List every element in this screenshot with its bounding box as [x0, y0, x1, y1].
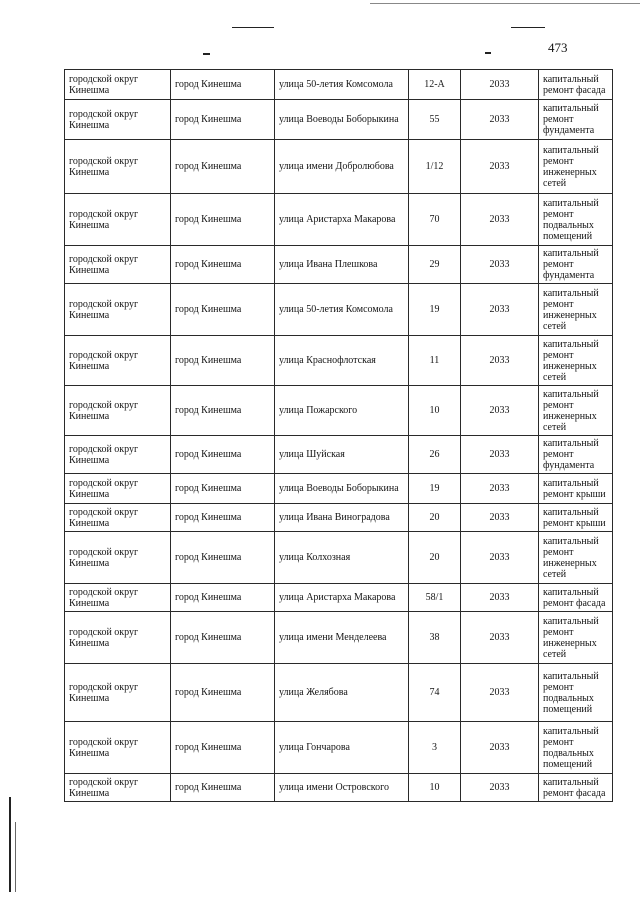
house-number-cell: 55 [409, 100, 461, 140]
scan-artifact [511, 27, 545, 28]
settlement-cell: город Кинешма [171, 336, 275, 386]
municipality-cell: городской округ Кинешма [65, 532, 171, 584]
work-type-cell: капитальный ремонт подвальных помещений [539, 194, 613, 246]
year-cell: 2033 [461, 474, 539, 504]
work-type-cell: капитальный ремонт инженерных сетей [539, 284, 613, 336]
street-cell: улица Пожарского [275, 386, 409, 436]
work-type-cell: капитальный ремонт фундамента [539, 246, 613, 284]
table-row [65, 436, 613, 474]
building-repair-table [64, 69, 613, 802]
year-cell: 2033 [461, 194, 539, 246]
table-row [65, 722, 613, 774]
settlement-cell: город Кинешма [171, 722, 275, 774]
municipality-cell: городской округ Кинешма [65, 100, 171, 140]
municipality-cell: городской округ Кинешма [65, 336, 171, 386]
work-type-cell: капитальный ремонт фасада [539, 70, 613, 100]
year-cell: 2033 [461, 246, 539, 284]
settlement-cell: город Кинешма [171, 504, 275, 532]
settlement-cell: город Кинешма [171, 386, 275, 436]
work-type-cell: капитальный ремонт инженерных сетей [539, 612, 613, 664]
house-number-cell: 38 [409, 612, 461, 664]
street-cell: улица Желябова [275, 664, 409, 722]
settlement-cell: город Кинешма [171, 436, 275, 474]
house-number-cell: 10 [409, 774, 461, 802]
house-number-cell: 11 [409, 336, 461, 386]
table-row [65, 664, 613, 722]
settlement-cell: город Кинешма [171, 584, 275, 612]
table-row [65, 504, 613, 532]
work-type-cell: капитальный ремонт крыши [539, 504, 613, 532]
municipality-cell: городской округ Кинешма [65, 194, 171, 246]
settlement-cell: город Кинешма [171, 532, 275, 584]
year-cell: 2033 [461, 336, 539, 386]
street-cell: улица Аристарха Макарова [275, 584, 409, 612]
settlement-cell: город Кинешма [171, 70, 275, 100]
street-cell: улица 50-летия Комсомола [275, 284, 409, 336]
house-number-cell: 29 [409, 246, 461, 284]
settlement-cell: город Кинешма [171, 612, 275, 664]
municipality-cell: городской округ Кинешма [65, 386, 171, 436]
table-row [65, 100, 613, 140]
settlement-cell: город Кинешма [171, 246, 275, 284]
table-row [65, 386, 613, 436]
work-type-cell: капитальный ремонт инженерных сетей [539, 532, 613, 584]
table-row [65, 140, 613, 194]
year-cell: 2033 [461, 532, 539, 584]
house-number-cell: 74 [409, 664, 461, 722]
house-number-cell: 1/12 [409, 140, 461, 194]
year-cell: 2033 [461, 722, 539, 774]
street-cell: улица имени Островского [275, 774, 409, 802]
work-type-cell: капитальный ремонт подвальных помещений [539, 664, 613, 722]
table-row [65, 246, 613, 284]
street-cell: улица Ивана Плешкова [275, 246, 409, 284]
municipality-cell: городской округ Кинешма [65, 436, 171, 474]
year-cell: 2033 [461, 386, 539, 436]
house-number-cell: 20 [409, 532, 461, 584]
year-cell: 2033 [461, 664, 539, 722]
page-number: 473 [548, 40, 568, 55]
settlement-cell: город Кинешма [171, 194, 275, 246]
work-type-cell: капитальный ремонт фундамента [539, 436, 613, 474]
street-cell: улица Краснофлотская [275, 336, 409, 386]
municipality-cell: городской округ Кинешма [65, 774, 171, 802]
municipality-cell: городской округ Кинешма [65, 474, 171, 504]
house-number-cell: 58/1 [409, 584, 461, 612]
table-row [65, 284, 613, 336]
municipality-cell: городской округ Кинешма [65, 504, 171, 532]
scan-artifact [370, 3, 640, 4]
work-type-cell: капитальный ремонт инженерных сетей [539, 386, 613, 436]
municipality-cell: городской округ Кинешма [65, 612, 171, 664]
scan-artifact [485, 52, 491, 54]
settlement-cell: город Кинешма [171, 474, 275, 504]
work-type-cell: капитальный ремонт фасада [539, 774, 613, 802]
year-cell: 2033 [461, 774, 539, 802]
work-type-cell: капитальный ремонт фасада [539, 584, 613, 612]
street-cell: улица Колхозная [275, 532, 409, 584]
street-cell: улица Гончарова [275, 722, 409, 774]
municipality-cell: городской округ Кинешма [65, 584, 171, 612]
year-cell: 2033 [461, 140, 539, 194]
year-cell: 2033 [461, 70, 539, 100]
street-cell: улица Воеводы Боборыкина [275, 100, 409, 140]
street-cell: улица имени Менделеева [275, 612, 409, 664]
settlement-cell: город Кинешма [171, 664, 275, 722]
street-cell: улица имени Добролюбова [275, 140, 409, 194]
table-row [65, 612, 613, 664]
scan-artifact [9, 797, 11, 892]
table-body [65, 70, 613, 802]
house-number-cell: 26 [409, 436, 461, 474]
work-type-cell: капитальный ремонт подвальных помещений [539, 722, 613, 774]
street-cell: улица Ивана Виноградова [275, 504, 409, 532]
house-number-cell: 70 [409, 194, 461, 246]
table-row [65, 194, 613, 246]
settlement-cell: город Кинешма [171, 774, 275, 802]
table-row [65, 336, 613, 386]
street-cell: улица Шуйская [275, 436, 409, 474]
municipality-cell: городской округ Кинешма [65, 664, 171, 722]
municipality-cell: городской округ Кинешма [65, 246, 171, 284]
table-row [65, 474, 613, 504]
house-number-cell: 3 [409, 722, 461, 774]
municipality-cell: городской округ Кинешма [65, 70, 171, 100]
work-type-cell: капитальный ремонт фундамента [539, 100, 613, 140]
table-row [65, 584, 613, 612]
year-cell: 2033 [461, 436, 539, 474]
municipality-cell: городской округ Кинешма [65, 722, 171, 774]
house-number-cell: 12-А [409, 70, 461, 100]
house-number-cell: 20 [409, 504, 461, 532]
municipality-cell: городской округ Кинешма [65, 284, 171, 336]
table-row [65, 70, 613, 100]
table-row [65, 774, 613, 802]
house-number-cell: 19 [409, 284, 461, 336]
street-cell: улица Воеводы Боборыкина [275, 474, 409, 504]
municipality-cell: городской округ Кинешма [65, 140, 171, 194]
house-number-cell: 19 [409, 474, 461, 504]
year-cell: 2033 [461, 584, 539, 612]
scan-artifact [203, 53, 210, 55]
year-cell: 2033 [461, 504, 539, 532]
house-number-cell: 10 [409, 386, 461, 436]
table-row [65, 532, 613, 584]
street-cell: улица Аристарха Макарова [275, 194, 409, 246]
year-cell: 2033 [461, 612, 539, 664]
year-cell: 2033 [461, 284, 539, 336]
work-type-cell: капитальный ремонт крыши [539, 474, 613, 504]
work-type-cell: капитальный ремонт инженерных сетей [539, 140, 613, 194]
scan-artifact [232, 27, 274, 28]
work-type-cell: капитальный ремонт инженерных сетей [539, 336, 613, 386]
settlement-cell: город Кинешма [171, 140, 275, 194]
year-cell: 2033 [461, 100, 539, 140]
street-cell: улица 50-летия Комсомола [275, 70, 409, 100]
settlement-cell: город Кинешма [171, 100, 275, 140]
scan-artifact [15, 822, 16, 892]
settlement-cell: город Кинешма [171, 284, 275, 336]
